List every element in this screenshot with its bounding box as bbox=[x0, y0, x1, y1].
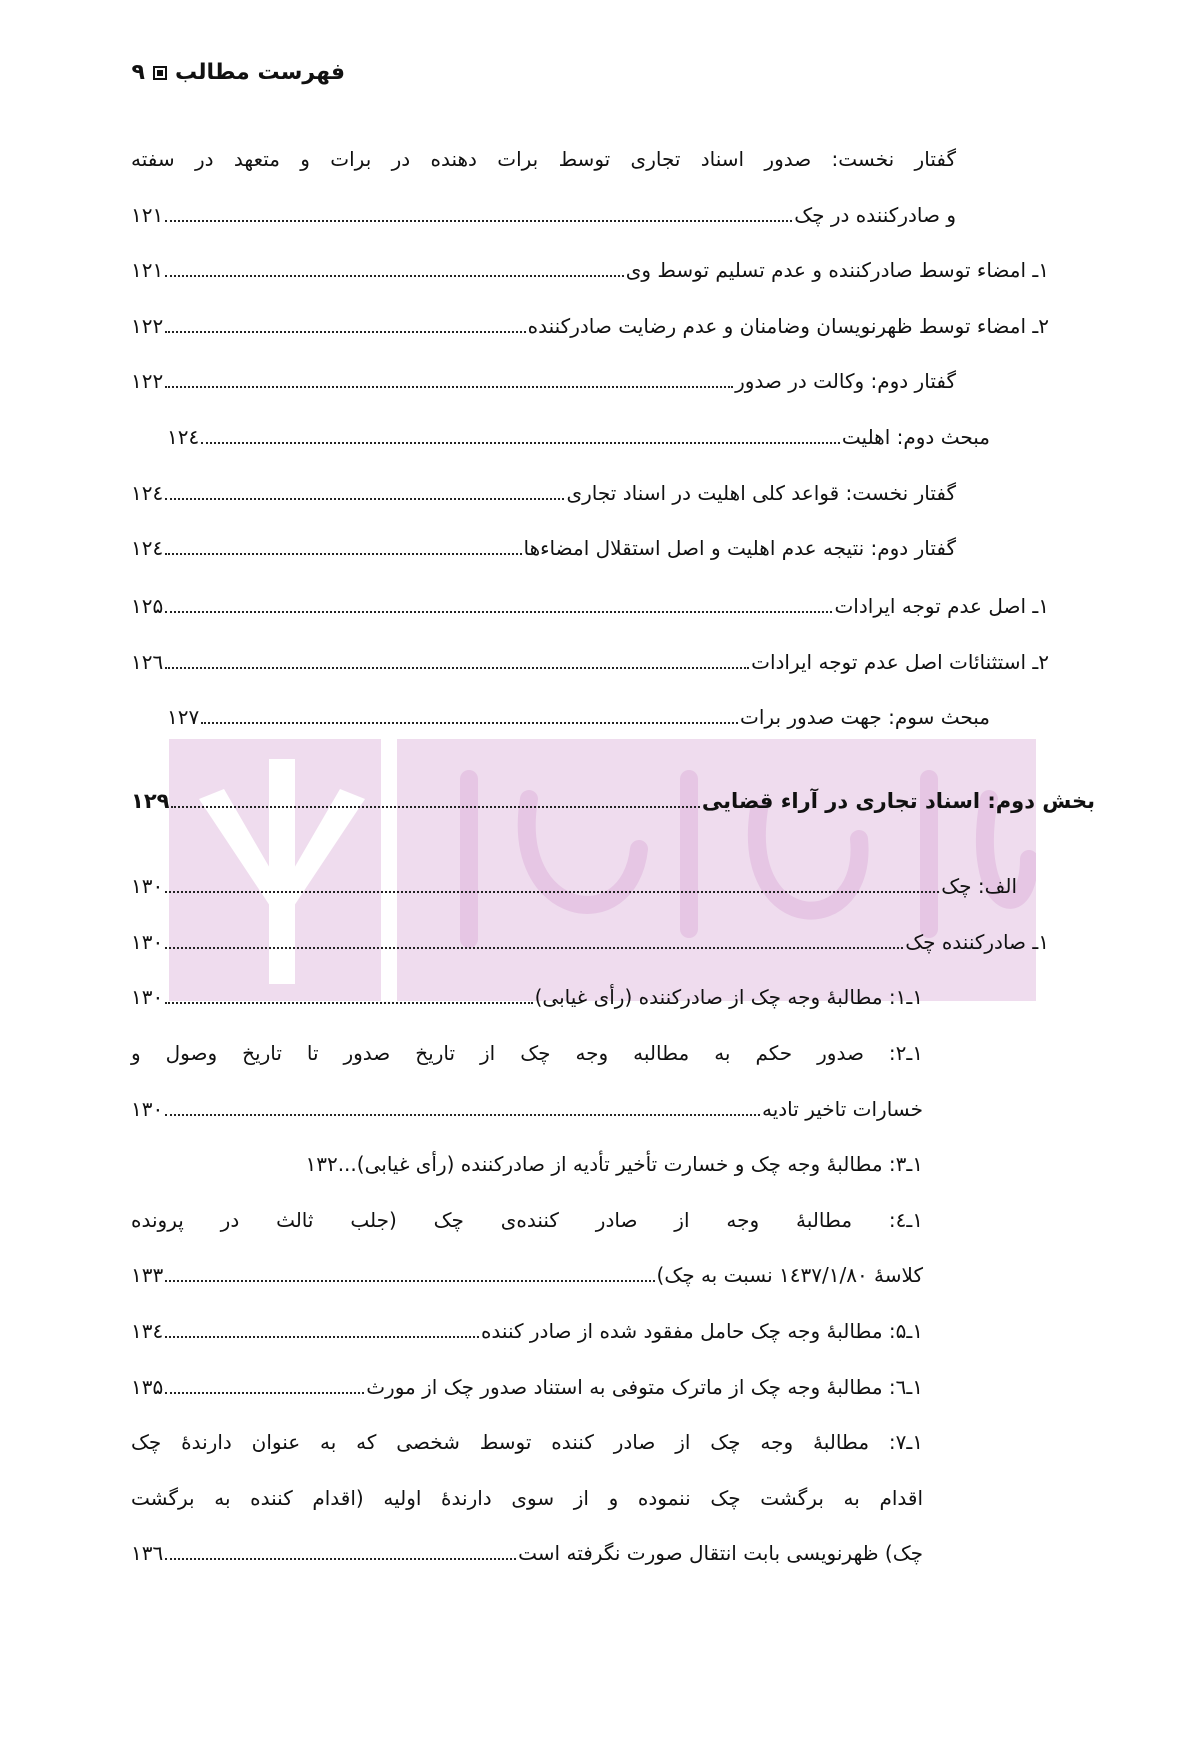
entry-text: و صادرکننده در چک bbox=[794, 203, 956, 227]
dot-leader bbox=[171, 806, 699, 808]
dot-leader bbox=[165, 553, 521, 555]
entry-text: ۱ـ٤: مطالبهٔ وجه از صادر کننده‌ی چک (جلب ثالث در پرونده bbox=[131, 1208, 923, 1232]
entry-text: ۱ـ امضاء توسط صادرکننده و عدم تسلیم توسط وی bbox=[625, 258, 1049, 282]
dot-leader bbox=[165, 891, 939, 893]
dot-leader bbox=[165, 331, 525, 333]
toc-entry[interactable] bbox=[131, 1315, 923, 1347]
dot-leader bbox=[201, 442, 840, 444]
entry-page: ۱۳۰ bbox=[131, 874, 164, 898]
dot-leader bbox=[165, 1114, 760, 1116]
header-page-number: ۹ bbox=[131, 60, 145, 85]
entry-text: ۱ـ۲: صدور حکم به مطالبه وجه چک از تاریخ صدور تا تاریخ وصول و bbox=[131, 1041, 923, 1065]
entry-page: ۱۳٦ bbox=[131, 1541, 164, 1565]
dot-leader bbox=[165, 1002, 532, 1004]
toc-entry[interactable] bbox=[131, 1482, 923, 1514]
toc-entry[interactable] bbox=[131, 532, 956, 564]
entry-text: ۱ـ۵: مطالبهٔ وجه چک حامل مفقود شده از صادر کننده bbox=[480, 1319, 923, 1343]
entry-page: ۱۳٤ bbox=[131, 1319, 164, 1343]
dot-leader bbox=[165, 220, 792, 222]
entry-page: ۱۳۰ bbox=[131, 1097, 164, 1121]
toc-entry[interactable] bbox=[131, 254, 1049, 286]
entry-text: ۲ـ استثنائات اصل عدم توجه ایرادات bbox=[751, 650, 1049, 674]
page-header bbox=[132, 60, 346, 85]
entry-text: ۱ـ۳: مطالبهٔ وجه چک و خسارت تأخیر تأدیه از صادرکننده (رأی غیابی)... bbox=[337, 1152, 923, 1176]
toc-entry[interactable] bbox=[131, 1148, 923, 1180]
dot-leader bbox=[165, 611, 832, 613]
header-title: فهرست مطالب bbox=[174, 60, 345, 85]
entry-page: ۱۲۲ bbox=[131, 369, 164, 393]
toc-entry[interactable] bbox=[131, 1426, 923, 1458]
toc-entry[interactable] bbox=[131, 1037, 923, 1069]
toc-entry[interactable] bbox=[167, 421, 990, 453]
toc-entry[interactable] bbox=[131, 926, 1049, 958]
entry-page: ۱۲۹ bbox=[131, 789, 170, 813]
dot-leader bbox=[165, 498, 564, 500]
entry-text: چک) ظهرنویسی بابت انتقال صورت نگرفته است bbox=[518, 1541, 923, 1565]
entry-page: ۱۳۰ bbox=[131, 985, 164, 1009]
entry-page: ۱۲٦ bbox=[131, 650, 164, 674]
entry-text: ۱ـ صادرکننده چک bbox=[905, 930, 1049, 954]
entry-page: ۱۲٤ bbox=[131, 536, 164, 560]
toc-entry[interactable] bbox=[131, 590, 1049, 622]
entry-text: گفتار نخست: صدور اسناد تجاری توسط برات دهنده در برات و متعهد در سفته bbox=[131, 147, 956, 171]
dot-leader bbox=[165, 1558, 516, 1560]
entry-page: ۱۳۲ bbox=[305, 1152, 338, 1176]
toc-entry[interactable] bbox=[131, 1093, 923, 1125]
toc-section-heading[interactable] bbox=[131, 785, 1095, 817]
dot-leader bbox=[165, 1392, 364, 1394]
entry-text: بخش دوم: اسناد تجاری در آراء قضایی bbox=[701, 789, 1095, 813]
toc-entry[interactable] bbox=[131, 1537, 923, 1569]
entry-text: ۱ـ اصل عدم توجه ایرادات bbox=[834, 594, 1049, 618]
entry-text: گفتار نخست: قواعد کلی اهلیت در اسناد تجاری bbox=[566, 481, 956, 505]
toc-entry[interactable] bbox=[131, 477, 956, 509]
toc-entry[interactable] bbox=[131, 981, 923, 1013]
entry-text: ۱ـ۷: مطالبهٔ وجه چک از صادر کننده توسط شخصی که به عنوان دارندهٔ چک bbox=[131, 1430, 923, 1454]
toc-entry[interactable] bbox=[131, 1259, 923, 1291]
dot-leader bbox=[165, 667, 749, 669]
entry-text: گفتار دوم: وکالت در صدور bbox=[735, 369, 956, 393]
entry-page: ۱۳۵ bbox=[131, 1375, 164, 1399]
entry-text: گفتار دوم: نتیجه عدم اهلیت و اصل استقلال امضاءها bbox=[523, 536, 956, 560]
entry-text: خسارات تاخیر تادیه bbox=[761, 1097, 923, 1121]
entry-page: ۱۲۵ bbox=[131, 594, 164, 618]
toc-entry[interactable] bbox=[131, 365, 956, 397]
toc-entry[interactable] bbox=[167, 701, 990, 733]
entry-page: ۱۲۲ bbox=[131, 314, 164, 338]
square-bullet-icon bbox=[153, 66, 167, 80]
entry-text: مبحث دوم: اهلیت bbox=[841, 425, 990, 449]
toc-entry[interactable] bbox=[131, 1204, 923, 1236]
entry-text: الف: چک bbox=[941, 874, 1017, 898]
toc-entry[interactable] bbox=[131, 199, 956, 231]
toc-entry[interactable] bbox=[131, 1371, 923, 1403]
entry-page: ۱۲٤ bbox=[131, 481, 164, 505]
entry-text: کلاسهٔ ۱٤۳۷/۱/۸۰ نسبت به چک) bbox=[656, 1263, 923, 1287]
entry-page: ۱۲۱ bbox=[131, 203, 164, 227]
entry-page: ۱۲۱ bbox=[131, 258, 164, 282]
entry-text: ۱ـ۱: مطالبهٔ وجه چک از صادرکننده (رأی غیابی) bbox=[534, 985, 923, 1009]
entry-text: ۲ـ امضاء توسط ظهرنویسان وضامنان و عدم رضایت صادرکننده bbox=[527, 314, 1049, 338]
dot-leader bbox=[201, 722, 738, 724]
toc-entry[interactable] bbox=[131, 143, 956, 175]
entry-page: ۱۳۰ bbox=[131, 930, 164, 954]
toc-entry[interactable] bbox=[131, 870, 1017, 902]
dot-leader bbox=[165, 947, 903, 949]
dot-leader bbox=[165, 275, 624, 277]
entry-text: ۱ـ٦: مطالبهٔ وجه چک از ماترک متوفی به استناد صدور چک از مورث bbox=[366, 1375, 923, 1399]
entry-text: اقدام به برگشت چک ننموده و از سوی دارندهٔ اولیه (اقدام کننده به برگشت bbox=[131, 1486, 923, 1510]
dot-leader bbox=[165, 386, 733, 388]
dot-leader bbox=[165, 1280, 654, 1282]
toc-entry[interactable] bbox=[131, 310, 1049, 342]
entry-page: ۱۳۳ bbox=[131, 1263, 164, 1287]
entry-page: ۱۲۷ bbox=[167, 705, 200, 729]
dot-leader bbox=[165, 1336, 479, 1338]
entry-text: مبحث سوم: جهت صدور برات bbox=[740, 705, 990, 729]
toc-entry[interactable] bbox=[131, 646, 1049, 678]
entry-page: ۱۲٤ bbox=[167, 425, 200, 449]
